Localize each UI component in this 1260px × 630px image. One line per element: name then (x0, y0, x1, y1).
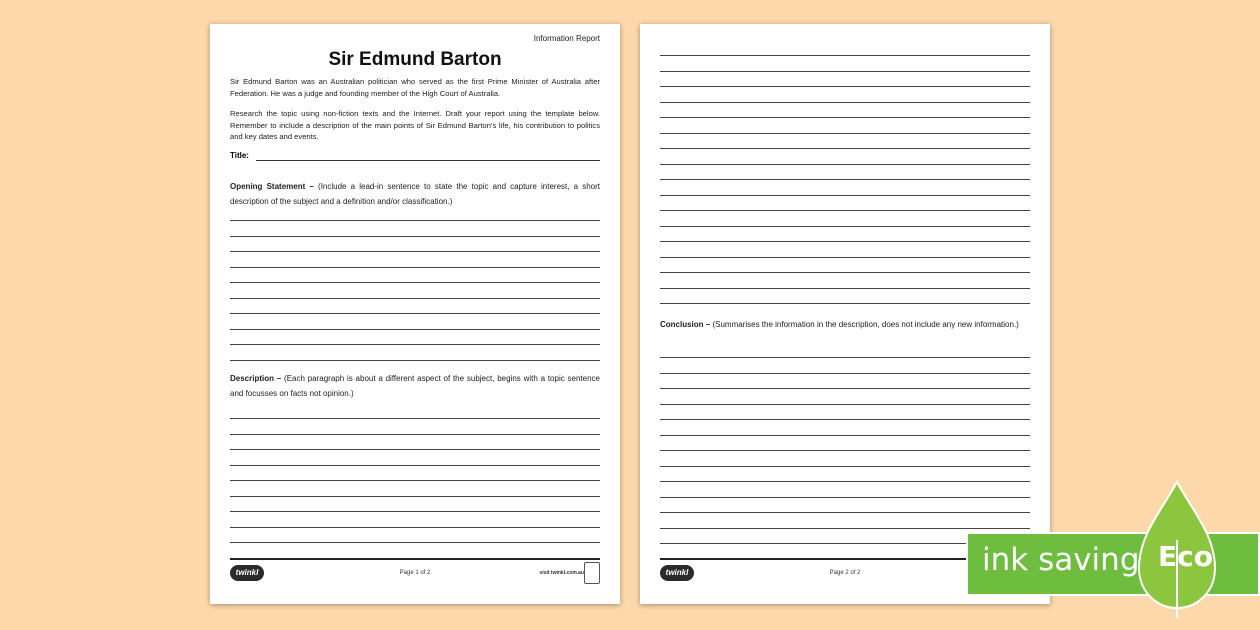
writing-line (230, 511, 600, 512)
writing-line (230, 313, 600, 314)
writing-line (660, 528, 1030, 529)
writing-line (660, 373, 1030, 374)
opening-statement-text: (Include a lead-in sentence to state the topic and capture interest, a short description of the subject and a definition and/or classification.) (230, 182, 601, 206)
writing-line (230, 527, 600, 528)
writing-line (660, 133, 1030, 134)
writing-line (230, 496, 600, 497)
writing-line (660, 86, 1030, 87)
writing-line (660, 241, 1030, 242)
worksheet-page-2 (640, 24, 1050, 604)
writing-line (230, 480, 600, 481)
header-label: Information Report (533, 34, 600, 43)
worksheet-page-1 (210, 24, 620, 604)
writing-line (230, 449, 600, 450)
writing-line (660, 450, 1030, 451)
writing-line (660, 481, 1030, 482)
writing-line (230, 418, 600, 419)
twinkl-logo: twinkl (230, 565, 264, 581)
writing-line (660, 435, 1030, 436)
page-number: Page 2 of 2 (829, 570, 861, 576)
writing-line (660, 303, 1030, 304)
writing-line (230, 282, 600, 283)
description-label: Description – (230, 374, 282, 383)
writing-line (660, 148, 1030, 149)
title-field[interactable] (230, 151, 600, 163)
writing-line (660, 179, 1030, 180)
writing-line (230, 360, 600, 361)
eco-label: Eco (1158, 540, 1213, 573)
writing-line (660, 257, 1030, 258)
writing-line (660, 357, 1030, 358)
writing-line (660, 102, 1030, 103)
writing-line (230, 344, 600, 345)
instructions-paragraph: Research the topic using non-fiction texts and the Internet. Draft your report using the template below. Remember to include a description of the main points of Sir Edmund Barton's life, his contribution to politics and key dates and events. (230, 109, 600, 141)
writing-line (660, 210, 1030, 211)
writing-line (660, 419, 1030, 420)
writing-line (230, 298, 600, 299)
writing-line (660, 195, 1030, 196)
writing-line (660, 497, 1030, 498)
site-url: visit twinkl.com.au (539, 570, 584, 576)
writing-line (230, 220, 600, 221)
twinkl-logo: twinkl (660, 565, 694, 581)
writing-line (660, 466, 1030, 467)
writing-line (230, 251, 600, 252)
conclusion-label: Conclusion – (660, 320, 711, 329)
conclusion-text: (Summarises the information in the description, does not include any new information.) (710, 320, 1019, 329)
description-heading (230, 371, 600, 401)
opening-statement-heading (230, 179, 600, 209)
title-field-line (256, 160, 600, 161)
page-title: Sir Edmund Barton (328, 49, 502, 70)
quality-badge-icon (584, 562, 600, 584)
writing-line (230, 329, 600, 330)
writing-line (660, 71, 1030, 72)
ink-saving-text: ink saving (982, 542, 1140, 578)
writing-line (660, 404, 1030, 405)
writing-line (660, 512, 1030, 513)
description-text: (Each paragraph is about a different aspect of the subject, begins with a topic sentence and focusses on facts not opinion.) (230, 374, 600, 398)
conclusion-heading (660, 317, 1030, 332)
title-field-label: Title: (230, 151, 249, 160)
footer-divider (230, 558, 600, 560)
writing-line (660, 388, 1030, 389)
writing-line (660, 288, 1030, 289)
writing-line (660, 117, 1030, 118)
writing-line (230, 542, 600, 543)
page-number: Page 1 of 2 (399, 570, 431, 576)
opening-statement-label: Opening Statement – (230, 182, 314, 191)
writing-line (230, 434, 600, 435)
writing-line (230, 236, 600, 237)
writing-line (230, 267, 600, 268)
intro-paragraph: Sir Edmund Barton was an Australian politician who served as the first Prime Minister of Australia after Federation. He was a judge and founding member of the High Court of Australia. (230, 77, 600, 98)
writing-line (660, 164, 1030, 165)
writing-line (660, 272, 1030, 273)
writing-line (230, 465, 600, 466)
writing-line (660, 226, 1030, 227)
writing-line (660, 55, 1030, 56)
